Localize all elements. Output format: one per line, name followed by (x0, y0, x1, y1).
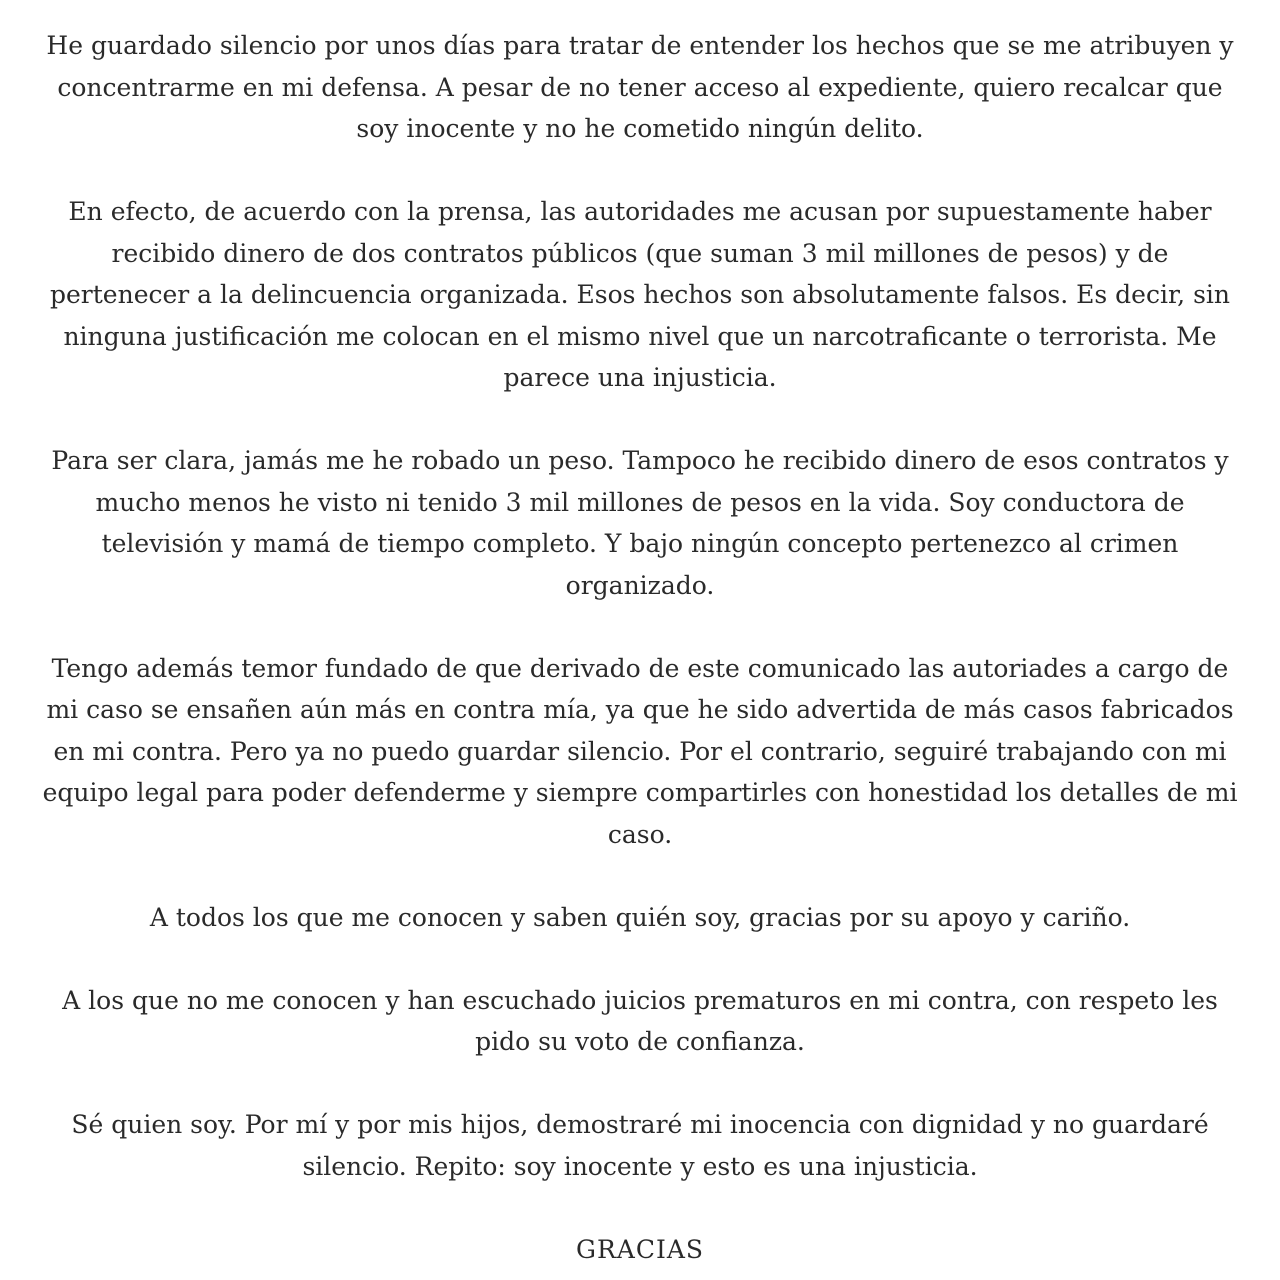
paragraph-1: He guardado silencio por unos días para tratar de entender los hechos que se me atribuyen y concentrarme en mi defensa. A pesar de no tener acceso al expediente, quiero recalcar que soy inocente y no he cometido ningún delito. (46, 31, 1234, 143)
statement-document (40, 25, 1240, 1270)
paragraph-2: En efecto, de acuerdo con la prensa, las autoridades me acusan por supuestamente haber recibido dinero de dos contratos públicos (que suman 3 mil millones de pesos) y de pertenecer a la delincuencia organizada. Esos hechos son absolutamente falsos. Es decir, sin ninguna justificación me colocan en el mismo nivel que un narcotraficante o terrorista. Me parece una injusticia. (50, 197, 1230, 392)
paragraph-7: Sé quien soy. Por mí y por mis hijos, demostraré mi inocencia con dignidad y no guardaré silencio. Repito: soy inocente y esto es una injusticia. (71, 1110, 1209, 1181)
closing-gracias: GRACIAS (575, 1234, 705, 1264)
paragraph-4: Tengo además temor fundado de que derivado de este comunicado las autoriades a cargo de mi caso se ensañen aún más en contra mía, ya que he sido advertida de más casos fabricados en mi contra. Pero ya no puedo guardar silencio. Por el contrario, seguiré trabajando con mi equipo legal para poder defenderme y siempre compartirles con honestidad los detalles de mi caso. (42, 653, 1238, 849)
paragraph-6: A los que no me conocen y han escuchado juicios prematuros en mi contra, con respeto les pido su voto de confianza. (62, 985, 1218, 1056)
paragraph-3: Para ser clara, jamás me he robado un peso. Tampoco he recibido dinero de esos contratos y mucho menos he visto ni tenido 3 mil millones de pesos en la vida. Soy conductora de televisión y mamá de tiempo completo. Y bajo ningún concepto pertenezco al crimen organizado. (51, 446, 1229, 600)
paragraph-5: A todos los que me conocen y saben quién soy, gracias por su apoyo y cariño. (149, 902, 1131, 932)
